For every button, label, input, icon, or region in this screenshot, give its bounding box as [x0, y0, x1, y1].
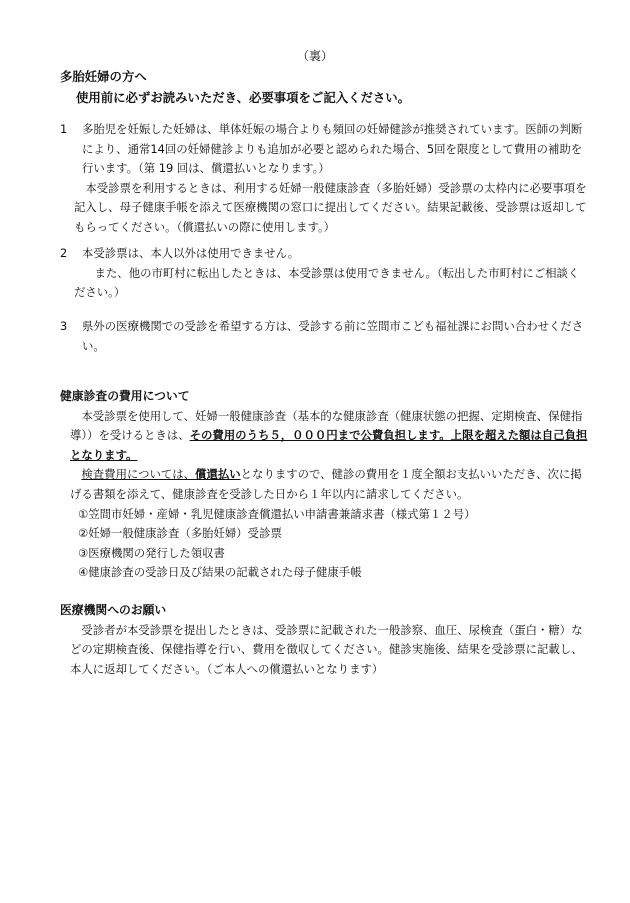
- cost-section-title: 健康診査の費用について: [60, 389, 190, 403]
- item-text: 多胎児を妊娠した妊婦は、単体妊娠の場合よりも頻回の妊婦健診が推奨されています。医師の判断により、通常14回の妊婦健診よりも追加が必要と認められた場合、5回を限度として費用の補助を行います。（第 19 回は、償還払いとなります。）: [82, 122, 583, 176]
- clinic-section: [60, 601, 588, 679]
- item-subtext: 本受診票を利用するときは、利用する妊婦一般健康診査（多胎妊婦）受診票の太枠内に必要事項を記入し、母子健康手帳を添えて医療機関の窓口に提出してください。結果記載後、受診票は返却してもらってください。（償還払いの際に使用します。）: [74, 180, 587, 234]
- item-text: 本受診票は、本人以外は使用できません。: [82, 246, 300, 260]
- cost-para2-bold: 償還払い: [195, 467, 241, 482]
- list-item: ①笠間市妊婦・産婦・乳児健康診査償還払い申請書兼請求書（様式第１２号）: [78, 506, 476, 521]
- item-number: 3: [60, 319, 68, 333]
- clinic-section-title: 医療機関へのお願い: [60, 603, 167, 617]
- item-1: [60, 120, 588, 238]
- page-subtitle: 使用前に必ずお読みいただき、必要事項をご記入ください。: [76, 90, 411, 105]
- list-item: ③医療機関の発行した領収書: [78, 545, 225, 560]
- item-3: [60, 317, 588, 356]
- page-title: 多胎妊婦の方へ: [60, 69, 147, 84]
- item-subtext: また、他の市町村に転出したときは、本受診票は使用できません。（転出した市町村にご相談ください。）: [74, 265, 580, 300]
- cost-para1-text: 本受診票を使用して、妊婦一般健康診査（基本的な健康診査（健康状態の把握、定期検査、保健指導））を受けるときは、: [70, 408, 583, 443]
- cost-paragraph-1: [60, 407, 588, 466]
- cost-section: [60, 387, 588, 583]
- page-side-label: （裏）: [296, 49, 333, 63]
- cost-para2-text: となりますので、健診の費用を１度全額お支払いいただき、次に掲げる書類を添えて、健康診査を受診した日から１年以内に請求してください。: [70, 467, 582, 501]
- list-item: ④健康診査の受診日及び結果の記載された母子健康手帳: [78, 565, 362, 580]
- item-number: 1: [60, 122, 68, 136]
- list-item: ②妊婦一般健康診査（多胎妊婦）受診票: [78, 526, 282, 541]
- clinic-paragraph: 受診者が本受診票を提出したときは、受診票に記載された一般診察、血圧、尿検査（蛋白・糖）などの定期検査後、保健指導を行い、費用を徴収してください。健診実施後、結果を受診票に記載し、本人に返却してください。（ご本人への償還払いとなります）: [70, 622, 583, 676]
- cost-paragraph-2: [60, 465, 588, 504]
- cost-para1-emphasis: その費用のうち５，０００円まで公費負担します。上限を超えた額は自己負担となります。: [70, 428, 588, 462]
- item-2: [60, 244, 588, 303]
- item-text: 県外の医療機関での受診を希望する方は、受診する前に笠間市こども福祉課にお問い合わせください。: [82, 319, 584, 353]
- item-number: 2: [60, 246, 68, 260]
- cost-para2-underline: 検査費用については、: [81, 467, 196, 482]
